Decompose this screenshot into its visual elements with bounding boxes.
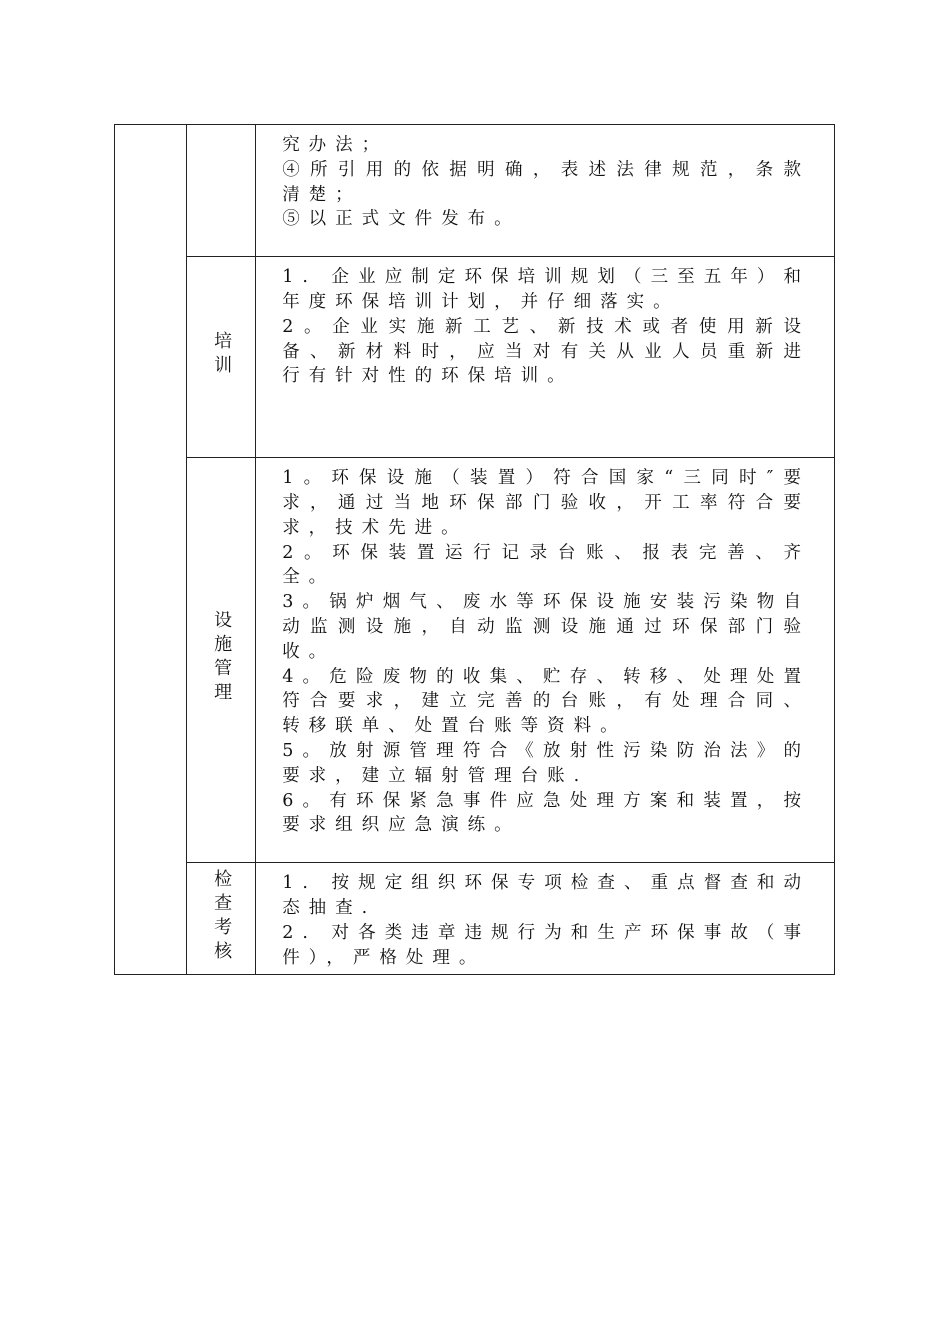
content-paragraph: 究办法； [282, 135, 389, 155]
document-table [114, 124, 835, 975]
content-paragraph: 3。锅炉烟气、废水等环保设施安装污染物自动监测设施，自动监测设施通过环保部门验收。 [282, 592, 810, 662]
row-label-facility-management: 设施管理 [211, 610, 233, 707]
row-content-cell [256, 863, 835, 975]
row-label-cell [187, 257, 256, 458]
content-paragraph: ⑤以正式文件发布。 [282, 209, 521, 230]
row-label-cell [187, 125, 256, 257]
content-paragraph: 1。环保设施（装置）符合国家“三同时″要求，通过当地环保部门验收，开工率符合要求，技术先进。 [282, 468, 810, 538]
content-paragraph: 2. 对各类违章违规行为和生产环保事故（事件），严格处理。 [282, 922, 810, 968]
content-paragraph: 4。危险废物的收集、贮存、转移、处理处置符合要求，建立完善的台账，有处理合同、转移联单、处置台账等资料。 [282, 666, 810, 737]
content-paragraph: 1. 按规定组织环保专项检查、重点督查和动态抽查. [282, 873, 810, 918]
row-label-inspection-assessment: 检查考核 [211, 868, 233, 965]
content-paragraph: 5。放射源管理符合《放射性污染防治法》的要求，建立辐射管理台账. [282, 740, 810, 786]
content-paragraph: ④所引用的依据明确，表述法律规范，条款清楚； [282, 159, 810, 205]
outer-blank-cell [115, 125, 187, 975]
table-row [115, 125, 835, 257]
content-paragraph: 2。企业实施新工艺、新技术或者使用新设备、新材料时，应当对有关从业人员重新进行有针对性的环保培训。 [282, 316, 810, 387]
content-paragraph: 1. 企业应制定环保培训规划（三至五年）和年度环保培训计划，并仔细落实。 [282, 267, 810, 312]
table-row [115, 458, 835, 863]
row-content-cell [256, 257, 835, 458]
row-content-cell [256, 125, 835, 257]
row-label-cell [187, 458, 256, 863]
row-label-training: 培训 [211, 331, 233, 380]
content-paragraph: 2。环保装置运行记录台账、报表完善、齐全。 [282, 542, 810, 588]
table-row [115, 863, 835, 975]
content-paragraph: 6。有环保紧急事件应急处理方案和装置，按要求组织应急演练。 [282, 790, 810, 836]
table-row [115, 257, 835, 458]
row-content-cell [256, 458, 835, 863]
row-label-cell [187, 863, 256, 975]
